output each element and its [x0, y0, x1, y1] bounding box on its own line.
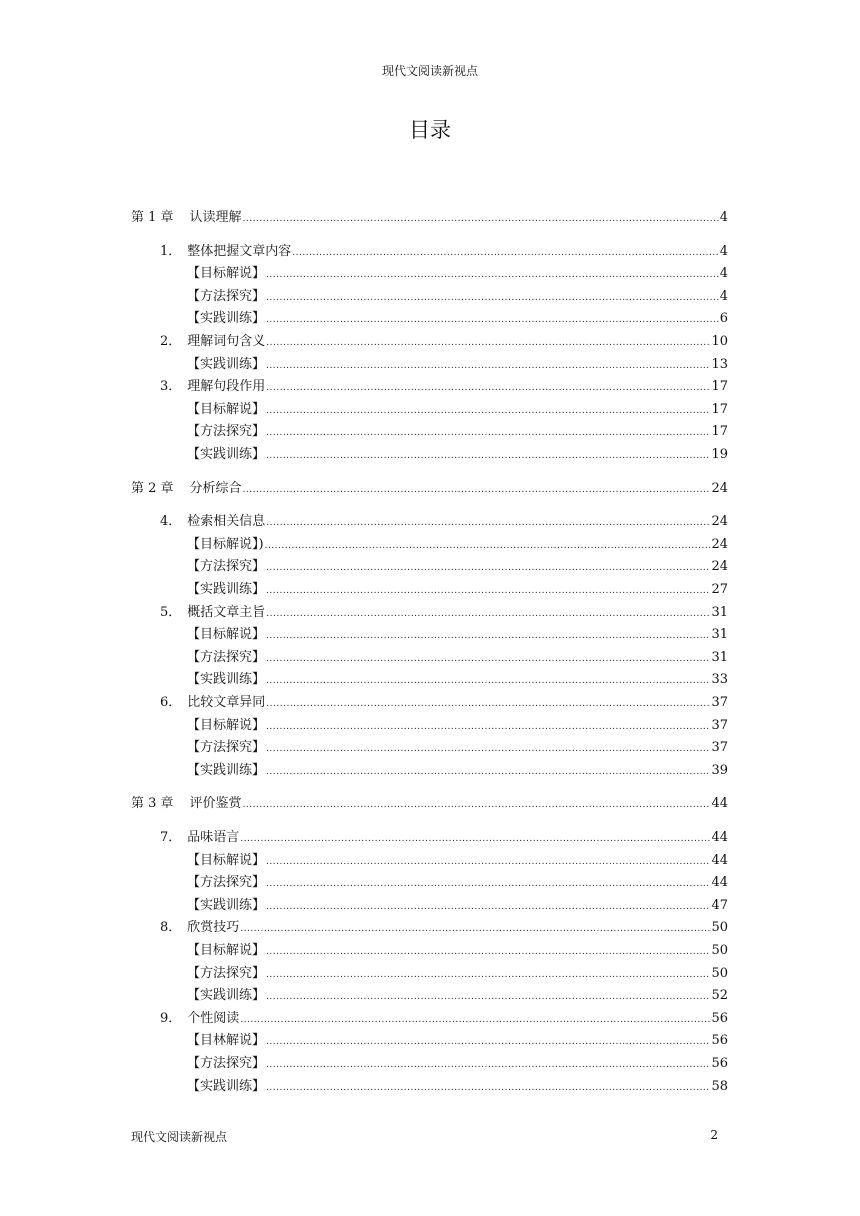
dot-leader — [243, 795, 711, 815]
toc-entry-label — [187, 535, 264, 555]
toc-entry-label — [187, 1054, 265, 1074]
toc-entry-label — [187, 355, 265, 375]
toc-section-row[interactable] — [160, 693, 728, 713]
dot-leader — [266, 739, 710, 759]
toc-entry-label — [187, 287, 265, 307]
dot-leader — [266, 649, 710, 669]
toc-page-number: 44 — [711, 875, 728, 891]
toc-subsection-row[interactable] — [187, 400, 728, 420]
toc-entry-label — [187, 716, 265, 736]
toc-page-number: 56 — [711, 1033, 728, 1049]
toc-subsection-row[interactable] — [187, 287, 728, 307]
toc-subsection-row[interactable] — [187, 716, 728, 736]
toc-chapter-row[interactable] — [131, 794, 728, 814]
toc-entry-text: 【方法探究】 — [187, 288, 266, 304]
dot-leader — [266, 897, 710, 917]
toc-page-number: 31 — [711, 649, 728, 665]
toc-entry-label — [187, 580, 265, 600]
toc-page-number: 37 — [711, 740, 728, 756]
toc-page-number: 44 — [711, 830, 728, 845]
dot-leader — [266, 762, 710, 782]
toc-subsection-row[interactable] — [187, 873, 728, 893]
toc-page-number: 4 — [719, 288, 728, 304]
toc-entry-number: 5． — [160, 604, 182, 620]
toc-entry-label — [187, 422, 265, 442]
dot-leader — [266, 423, 710, 443]
toc-entry-text: 【方法探究】 — [187, 875, 266, 891]
toc-page-number: 19 — [711, 447, 728, 462]
toc-entry-label — [187, 557, 265, 577]
dot-leader — [266, 671, 710, 691]
toc-entry-label — [187, 986, 265, 1006]
toc-entry-label — [131, 208, 242, 228]
toc-section-row[interactable] — [160, 512, 728, 532]
dot-leader — [266, 581, 710, 601]
toc-entry-text: 【方法探究】 — [187, 559, 266, 575]
dot-leader — [266, 513, 710, 533]
toc-entry-number: 3． — [160, 379, 182, 395]
toc-entry-number: 7． — [160, 830, 182, 845]
dot-leader — [266, 401, 710, 421]
toc-page-number: 44 — [711, 852, 728, 868]
toc-page-number: 37 — [711, 695, 728, 710]
toc-section-row[interactable] — [160, 377, 728, 397]
dot-leader — [243, 480, 711, 500]
toc-subsection-row[interactable] — [187, 625, 728, 645]
toc-page-number: 31 — [711, 627, 728, 643]
toc-entry-text: 【实践训练】 — [187, 311, 266, 327]
toc-page-number: 56 — [711, 1010, 728, 1026]
toc-entry-label — [131, 479, 242, 499]
toc-subsection-row[interactable] — [187, 670, 728, 690]
dot-leader — [240, 919, 710, 939]
toc-page-number: 39 — [711, 762, 728, 778]
toc-entry-label — [160, 512, 265, 532]
toc-page-number: 33 — [711, 672, 728, 688]
dot-leader — [292, 243, 718, 263]
toc-subsection-row[interactable] — [187, 264, 728, 284]
toc-entry-text: 评价鉴赏 — [189, 796, 242, 812]
toc-entry-label — [131, 794, 242, 814]
toc-subsection-row[interactable] — [187, 851, 728, 871]
toc-page-number: 17 — [711, 379, 728, 395]
toc-entry-text: 分析综合 — [189, 480, 242, 496]
toc-entry-text: 【目标解说】 — [187, 627, 266, 643]
toc-page-number: 4 — [719, 243, 728, 259]
toc-entry-label — [187, 738, 265, 758]
toc-subsection-row[interactable] — [187, 1054, 728, 1074]
toc-entry-label — [187, 309, 265, 329]
dot-leader — [266, 378, 710, 398]
toc-entry-label — [187, 761, 265, 781]
dot-leader — [266, 852, 710, 872]
toc-entry-label — [160, 377, 265, 397]
toc-entry-number: 1． — [160, 243, 182, 259]
toc-entry-text: 【目林解说】 — [187, 1033, 266, 1049]
dot-leader — [240, 1010, 710, 1030]
running-header: 现代文阅读新视点 — [381, 64, 478, 78]
dot-leader — [266, 965, 710, 985]
toc-subsection-row[interactable] — [187, 557, 728, 577]
dot-leader — [265, 536, 711, 556]
toc-subsection-row[interactable] — [187, 535, 728, 555]
toc-entry-label — [160, 918, 239, 938]
toc-entry-label — [187, 400, 265, 420]
toc-entry-label — [187, 670, 265, 690]
toc-page-number: 31 — [711, 604, 728, 620]
dot-leader — [266, 288, 719, 308]
toc-entry-label — [160, 242, 291, 262]
toc-entry-text: 【目标解说】 — [187, 943, 266, 958]
toc-entry-label — [160, 693, 265, 713]
page-number: 2 — [710, 1128, 718, 1142]
toc-entry-text: 【实践训练】 — [187, 897, 266, 913]
toc-entry-label — [187, 264, 265, 284]
toc-entry-label — [160, 332, 265, 352]
toc-entry-text: 【方法探究】 — [187, 740, 266, 756]
toc-entry-number: 第 1 章 — [131, 210, 174, 225]
dot-leader — [266, 604, 710, 624]
toc-entry-text: 概括文章主旨 — [187, 604, 266, 620]
toc-page-number: 4 — [719, 266, 728, 282]
toc-page-number: 50 — [711, 965, 728, 981]
toc-entry-label — [160, 1009, 239, 1029]
dot-leader — [266, 1032, 710, 1052]
toc-page-number: 27 — [711, 582, 728, 597]
toc-entry-text: 检索相关信息 — [187, 514, 266, 530]
toc-entry-text: 整体把握文章内容 — [187, 243, 292, 259]
toc-entry-text: 【方法探究】 — [187, 649, 266, 665]
toc-entry-text: 品味语言 — [187, 830, 240, 845]
toc-subsection-row[interactable] — [187, 580, 728, 600]
toc-subsection-row[interactable] — [187, 422, 728, 442]
toc-entry-label — [187, 896, 265, 916]
dot-leader — [266, 626, 710, 646]
toc-entry-text: 【实践训练】 — [187, 1078, 266, 1094]
toc-subsection-row[interactable] — [187, 964, 728, 984]
toc-entry-text: 【目标解说】) — [187, 536, 264, 552]
toc-entry-text: 【实践训练】 — [187, 447, 266, 462]
toc-entry-label — [187, 941, 265, 961]
toc-page-number: 17 — [711, 401, 728, 417]
toc-entry-text: 认读理解 — [189, 210, 242, 225]
toc-page-number: 17 — [711, 424, 728, 440]
toc-page-number: 24 — [711, 559, 728, 575]
toc-page-number: 10 — [711, 334, 728, 349]
toc-subsection-row[interactable] — [187, 1031, 728, 1051]
toc-entry-label — [160, 828, 239, 848]
toc-entry-number: 6． — [160, 695, 182, 710]
dot-leader — [266, 987, 710, 1007]
toc-entry-text: 个性阅读 — [187, 1010, 240, 1026]
toc-section-row[interactable] — [160, 332, 728, 352]
dot-leader — [266, 1078, 710, 1098]
toc-section-row[interactable] — [160, 918, 728, 938]
toc-entry-text: 【实践训练】 — [187, 762, 266, 778]
toc-entry-label — [187, 648, 265, 668]
toc-page-number: 37 — [711, 717, 728, 733]
toc-entry-text: 【实践训练】 — [187, 356, 266, 372]
dot-leader — [266, 694, 710, 714]
toc-page-number: 56 — [711, 1056, 728, 1071]
toc-title: 目录 — [409, 118, 451, 142]
toc-entry-label — [187, 873, 265, 893]
toc-page-number: 50 — [711, 943, 728, 958]
toc-entry-label — [187, 1077, 265, 1097]
toc-page-number: 24 — [711, 514, 728, 530]
toc-subsection-row[interactable] — [187, 445, 728, 465]
toc-subsection-row[interactable] — [187, 1077, 728, 1097]
toc-entry-text: 【方法探究】 — [187, 965, 266, 981]
toc-page-number: 6 — [719, 311, 728, 327]
toc-subsection-row[interactable] — [187, 738, 728, 758]
toc-entry-text: 【目标解说】 — [187, 266, 266, 282]
toc-subsection-row[interactable] — [187, 896, 728, 916]
toc-entry-text: 【目标解说】 — [187, 717, 266, 733]
dot-leader — [266, 717, 710, 737]
toc-entry-number: 8． — [160, 920, 182, 936]
toc-section-row[interactable] — [160, 1009, 728, 1029]
toc-subsection-row[interactable] — [187, 761, 728, 781]
toc-entry-text: 【方法探究】 — [187, 424, 266, 440]
dot-leader — [266, 942, 710, 962]
toc-entry-label — [160, 603, 265, 623]
dot-leader — [266, 265, 719, 285]
toc-entry-number: 2． — [160, 334, 182, 349]
toc-section-row[interactable] — [160, 242, 728, 262]
toc-section-row[interactable] — [160, 828, 728, 848]
toc-entry-label — [187, 445, 265, 465]
toc-entry-text: 欣赏技巧 — [187, 920, 240, 936]
toc-entry-number: 9． — [160, 1010, 182, 1026]
toc-entry-text: 比较文章异同 — [187, 695, 266, 710]
dot-leader — [243, 209, 719, 229]
toc-page-number: 47 — [711, 897, 728, 913]
toc-page-number: 52 — [711, 988, 728, 1004]
dot-leader — [266, 310, 719, 330]
dot-leader — [240, 829, 710, 849]
toc-subsection-row[interactable] — [187, 986, 728, 1006]
dot-leader — [266, 333, 710, 353]
footer-title: 现代文阅读新视点 — [131, 1130, 228, 1144]
toc-page-number: 4 — [719, 210, 728, 225]
toc-subsection-row[interactable] — [187, 355, 728, 375]
dot-leader — [266, 1055, 710, 1075]
toc-subsection-row[interactable] — [187, 941, 728, 961]
toc-entry-number: 第 2 章 — [131, 480, 174, 496]
toc-page-number: 13 — [711, 356, 728, 372]
toc-page-number: 50 — [711, 920, 728, 936]
toc-page-number: 24 — [711, 480, 728, 496]
toc-subsection-row[interactable] — [187, 648, 728, 668]
toc-entry-text: 【目标解说】 — [187, 401, 266, 417]
toc-page-number: 44 — [711, 796, 728, 812]
dot-leader — [266, 558, 710, 578]
toc-entry-text: 【实践训练】 — [187, 672, 266, 688]
toc-chapter-row[interactable] — [131, 479, 728, 499]
toc-entry-text: 【实践训练】 — [187, 582, 266, 597]
toc-section-row[interactable] — [160, 603, 728, 623]
toc-entry-text: 【方法探究】 — [187, 1056, 266, 1071]
toc-subsection-row[interactable] — [187, 309, 728, 329]
toc-entry-text: 理解句段作用 — [187, 379, 266, 395]
toc-entry-label — [187, 1031, 265, 1051]
toc-entry-number: 第 3 章 — [131, 796, 174, 812]
toc-entry-label — [187, 964, 265, 984]
toc-entry-text: 理解词句含义 — [187, 334, 266, 349]
dot-leader — [266, 356, 710, 376]
toc-entry-text: 【目标解说】 — [187, 852, 266, 868]
toc-page-number: 58 — [711, 1078, 728, 1094]
toc-entry-label — [187, 851, 265, 871]
toc-chapter-row[interactable] — [131, 208, 728, 228]
dot-leader — [266, 874, 710, 894]
toc-entry-label — [187, 625, 265, 645]
toc-entry-text: 【实践训练】 — [187, 988, 266, 1004]
toc-page-number: 24 — [711, 536, 728, 552]
toc-entry-number: 4． — [160, 514, 182, 530]
dot-leader — [266, 446, 710, 466]
